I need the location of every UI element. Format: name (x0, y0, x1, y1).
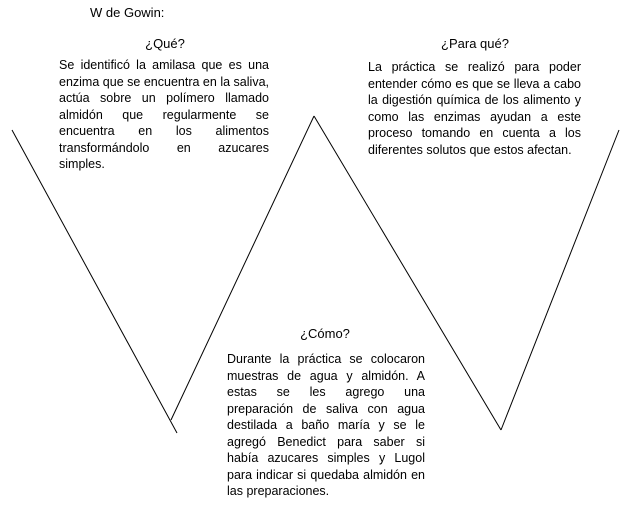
que-text: Se identificó la amilasa que es una enzima que se encuentra en la saliva, actúa sobre un polímero llamado almidón que regularmente se encuentra en los alimentos transformándolo en azucares simples. (59, 58, 269, 171)
como-text: Durante la práctica se colocaron muestras de agua y almidón. A estas se les agrego una preparación de saliva con agua destilada a baño maría y se le agregó Benedict para saber si había azucares simples y Lugol para indicar si quedaba almidón en las preparaciones. (227, 352, 425, 498)
como-heading: ¿Cómo? (300, 326, 350, 341)
page-title: W de Gowin: (90, 5, 165, 20)
para-que-text: La práctica se realizó para poder entender cómo es que se lleva a cabo la digestión química de los alimento y como las enzimas ayudan a este proceso tomando en cuenta a los diferentes solutos que estos afectan. (368, 60, 581, 157)
w-left-outer-line (12, 130, 177, 433)
para-que-heading: ¿Para qué? (441, 36, 509, 51)
w-right-outer-line (501, 130, 619, 430)
que-heading: ¿Qué? (145, 36, 185, 51)
